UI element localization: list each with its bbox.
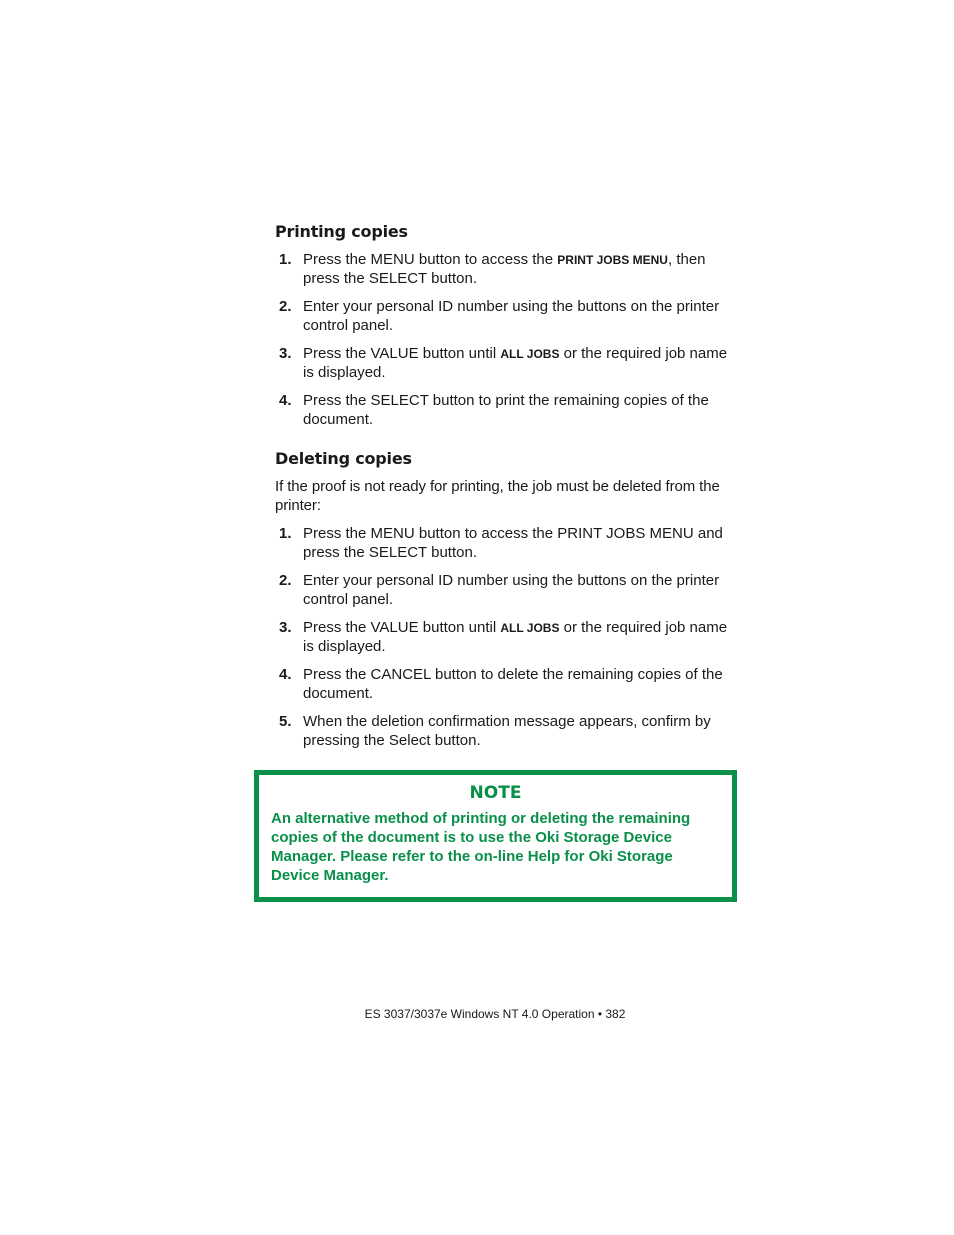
step-number: 1. [279, 525, 292, 542]
list-item [275, 392, 737, 429]
printing-steps-list [275, 251, 737, 429]
step-number: 3. [279, 345, 292, 362]
step-number: 2. [279, 298, 292, 315]
step-text-part: Press the VALUE button until [303, 345, 501, 362]
step-text-part: or the required job name is displayed. [303, 345, 728, 381]
deleting-intro: If the proof is not ready for printing, the job must be deleted from the printer: [275, 478, 720, 514]
step-text [303, 251, 737, 288]
step-text: Enter your personal ID number using the buttons on the printer control panel. [303, 298, 720, 334]
step-text: Enter your personal ID number using the buttons on the printer control panel. [303, 572, 720, 608]
list-item [275, 619, 737, 656]
step-number: 4. [279, 392, 292, 409]
step-text: When the deletion confirmation message appears, confirm by pressing the Select button. [303, 713, 711, 749]
note-title: NOTE [469, 783, 522, 803]
menu-name: PRINT JOBS MENU [557, 253, 668, 267]
deleting-steps-list [275, 525, 737, 750]
list-item [275, 251, 737, 288]
list-item [275, 666, 737, 703]
page-footer: ES 3037/3037e Windows NT 4.0 Operation • 382 [364, 1007, 626, 1021]
list-item [275, 572, 737, 609]
page-content [275, 222, 737, 760]
list-item [275, 298, 737, 335]
step-text [303, 619, 737, 656]
step-text-part: , then press the SELECT button. [303, 251, 706, 287]
step-text: Press the MENU button to access the PRINT JOBS MENU and press the SELECT button. [303, 525, 723, 561]
step-number: 5. [279, 713, 292, 730]
menu-name: ALL JOBS [500, 347, 560, 361]
step-text: Press the CANCEL button to delete the remaining copies of the document. [303, 666, 723, 702]
step-number: 3. [279, 619, 292, 636]
step-text-part: Press the VALUE button until [303, 619, 501, 636]
step-number: 1. [279, 251, 292, 268]
note-text: An alternative method of printing or deleting the remaining copies of the document is to use the Oki Storage Device Manager. Please refer to the on-line Help for Oki Storage Device Manager. [271, 810, 691, 884]
list-item [275, 525, 737, 562]
list-item [275, 345, 737, 382]
step-number: 4. [279, 666, 292, 683]
note-box [254, 770, 737, 902]
step-text-part: Press the MENU button to access the [303, 251, 558, 268]
step-text: Press the SELECT button to print the remaining copies of the document. [303, 392, 709, 428]
menu-name: ALL JOBS [500, 621, 560, 635]
step-number: 2. [279, 572, 292, 589]
deleting-copies-heading: Deleting copies [275, 449, 412, 468]
printing-copies-heading: Printing copies [275, 222, 408, 241]
list-item [275, 713, 737, 750]
step-text [303, 345, 737, 382]
step-text-part: or the required job name is displayed. [303, 619, 728, 655]
